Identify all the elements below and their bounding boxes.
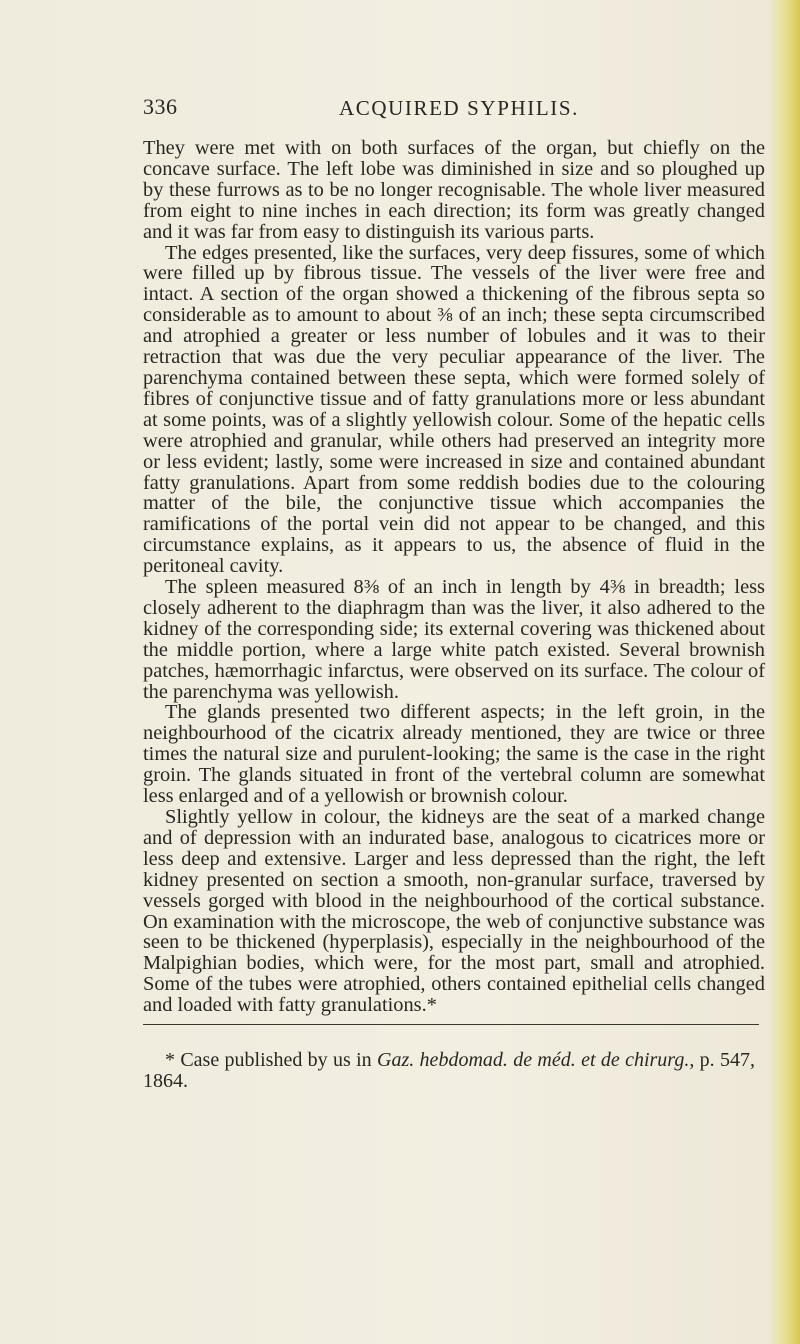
footnote-tail: , p. 547, 1864. — [143, 1049, 755, 1092]
footnote — [143, 1050, 755, 1092]
footnote-lead: * Case published by us in — [165, 1049, 377, 1071]
paragraph-4: The glands presented two different aspects; in the left groin, in the neighbourhood of the cicatrix already mentioned, they are twice or three times the natural size and purulent-looking; the same is the case in the right groin. The glands situated in front of the vertebral column are somewhat less enlarged and of a yellowish or brownish colour. — [143, 701, 765, 808]
page-header — [143, 94, 753, 124]
paragraph-2: The edges presented, like the surfaces, very deep fissures, some of which were filled up by fibrous tissue. The vessels of the liver were free and intact. A section of the organ showed a thickening of the fibrous septa so considerable as to amount to about ⅜ of an inch; these septa circumscribed and atrophied a greater or less number of lobules and it was to their retraction that was due the very peculiar appearance of the liver. The parenchyma contained between these septa, which were formed solely of fibres of conjunctive tissue and of fatty granulations more or less abundant at some points, was of a slightly yellowish colour. Some of the hepatic cells were atrophied and granular, while others had preserved an integrity more or less evident; lastly, some were increased in size and contained abundant fatty granulations. Apart from some reddish bodies due to the colouring matter of the bile, the conjunctive tissue which accompanies the ramifications of the portal vein did not appear to be changed, and this circumstance explains, as it appears to us, the absence of fluid in the peritoneal cavity. — [143, 241, 765, 578]
running-head: ACQUIRED SYPHILIS. — [339, 96, 579, 120]
paragraph-5: Slightly yellow in colour, the kidneys are the seat of a marked change and of depression with an indurated base, analogous to cicatrices more or less deep and extensive. Larger and less depressed than the right, the left kidney presented on section a smooth, non-granular surface, traversed by vessels gorged with blood in the neighbourhood of the cortical substance. On examination with the microscope, the web of conjunctive substance was seen to be thickened (hyperplasis), especially in the neighbourhood of the Malpighian bodies, which were, for the most part, small and atrophied. Some of the tubes were atrophied, others contained epithelial cells changed and loaded with fatty granulations.* — [143, 806, 765, 1017]
paragraph-3: The spleen measured 8⅜ of an inch in length by 4⅜ in breadth; less closely adherent to the diaphragm than was the liver, it also adhered to the kidney of the corresponding side; its external covering was thickened about the middle portion, where a large white patch existed. Several brownish patches, hæmorrhagic infarctus, were observed on its surface. The colour of the parenchyma was yellowish. — [143, 576, 765, 703]
footnote-rule — [143, 1024, 759, 1025]
page-number: 336 — [143, 94, 178, 119]
page-edge — [786, 0, 800, 1344]
footnote-journal: Gaz. hebdomad. de méd. et de chirurg. — [377, 1049, 690, 1071]
paragraph-1: They were met with on both surfaces of the organ, but chiefly on the concave surface. The left lobe was diminished in size and so ploughed up by these furrows as to be no longer recognisable. The whole liver measured from eight to nine inches in each direction; its form was greatly changed and it was far from easy to distinguish its various parts. — [143, 137, 765, 243]
body-text — [143, 138, 765, 1016]
